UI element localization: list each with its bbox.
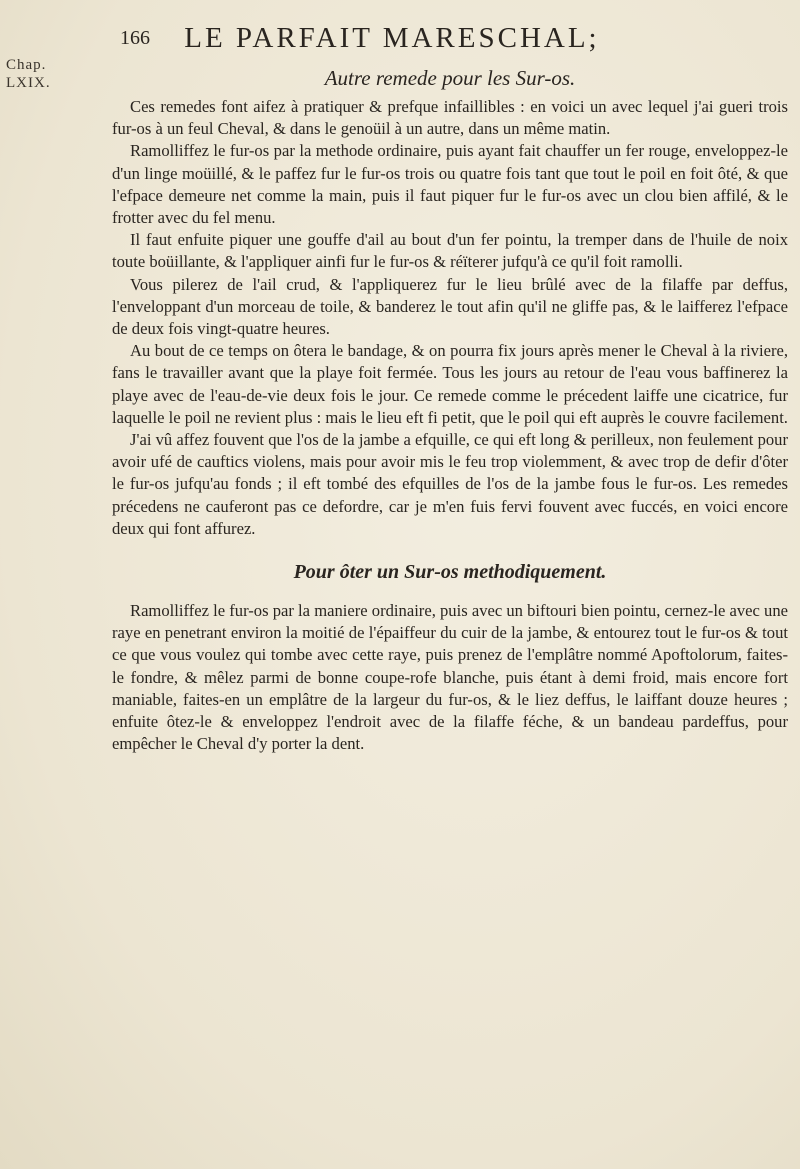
running-title: LE PARFAIT MARESCHAL;: [184, 22, 600, 54]
chapter-label: Chap.: [6, 57, 47, 73]
paragraph: Ces remedes font aifez à pratiquer & prefque infaillibles : en voici un avec lequel j'ai gueri trois fur-os à un feul Cheval, & dans le genoüil à un autre, dans un même matin.: [112, 97, 788, 139]
paragraph: Au bout de ce temps on ôtera le bandage, & on pourra fix jours après mener le Cheval à la riviere, fans le travailler avant que la playe foit fermée. Tous les jours au retour de l'eau vous baffinerez la playe avec de l'eau-de-vie deux fois le jour. Ce remede comme le précedent laiffe une cicatrice, fur laquelle le poil ne revient plus : mais le lieu eft fi petit, que le poil qui eft auprès le couvre facilement.: [112, 341, 788, 427]
running-header: [120, 22, 680, 55]
paragraph: Ramolliffez le fur-os par la maniere ordinaire, puis avec un biftouri bien pointu, cernez-le avec une raye en penetrant environ la moitié de l'épaiffeur du cuir de la jambe, & entourez tout le fur-os & tout ce que vous voulez qui tombe avec cette raye, puis prenez de l'emplâtre nommé Apoftolorum, faites-le fondre, & mêlez parmi de bonne coupe-rofe blanche, puis étant à demi froid, mais encore fort maniable, faites-en un emplâtre de la largeur du fur-os, & le liez deffus, le laiffant douze heures ; enfuite ôtez-le & enveloppez l'endroit avec de la filaffe féche, & un bandeau pardeffus, pour empêcher le Cheval d'y porter la dent.: [112, 601, 788, 754]
chapter-number: LXIX.: [6, 75, 51, 91]
section-title: Pour ôter un Sur-os methodiquement.: [293, 561, 607, 584]
section-title: Autre remede pour les Sur-os.: [324, 66, 576, 90]
paragraph: Ramolliffez le fur-os par la methode ordinaire, puis ayant fait chauffer un fer rouge, enveloppez-le d'un linge moüillé, & le paffez fur le fur-os trois ou quatre fois tant que tout le poil en foit ôté, & que l'efpace demeure net comme la main, puis il faut piquer fur le fur-os avec un clou bien affilé, & le frotter avec du fel menu.: [112, 141, 788, 228]
paragraph: Vous pilerez de l'ail crud, & l'appliquerez fur le lieu brûlé avec de la filaffe par deffus, l'enveloppant d'un morceau de toile, & banderez le tout afin qu'il ne gliffe pas, & le laifferez l'efpace de deux fois vingt-quatre heures.: [112, 274, 788, 339]
page-body: [112, 60, 788, 755]
paragraph: J'ai vû affez fouvent que l'os de la jambe a efquille, ce qui eft long & perilleux, non feulement pour avoir ufé de cauftics violens, mais pour avoir mis le feu trop violemment, & avec trop de defir d'ôter le fur-os jufqu'au fonds ; il eft tombé des efquilles de l'os de la jambe fous le fur-os. Les remedes précedens ne cauferont pas ce defordre, car je m'en fuis fervi fouvent avec fuccés, en voici encore deux qui font affurez.: [112, 430, 788, 538]
chapter-margin-note: [6, 56, 66, 92]
page-number: 166: [120, 27, 150, 49]
paragraph: Il faut enfuite piquer une gouffe d'ail au bout d'un fer pointu, la tremper dans de l'huile de noix toute boüillante, & l'appliquer ainfi fur le fur-os & réïterer jufqu'à ce qu'il foit ramolli.: [112, 230, 788, 272]
